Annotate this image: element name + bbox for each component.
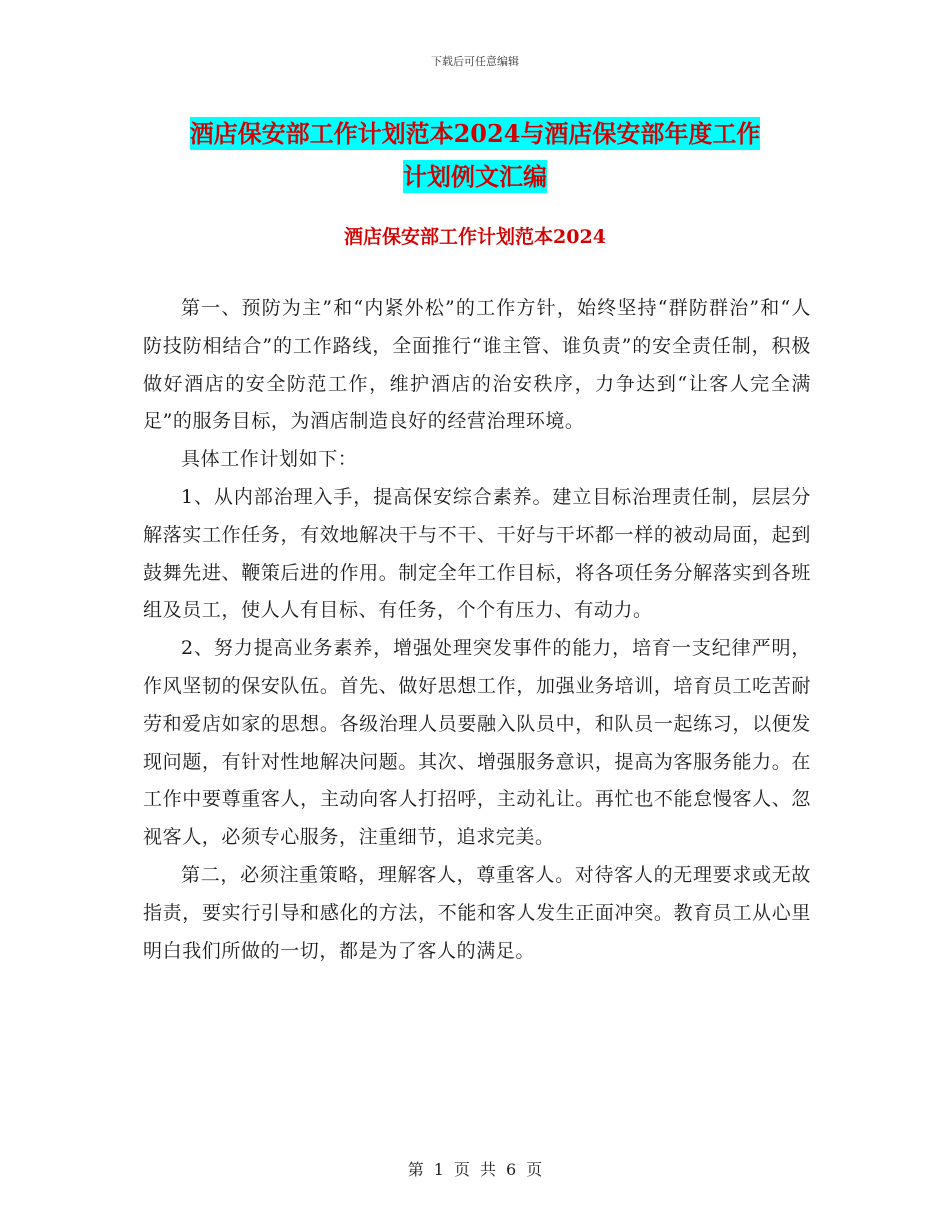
footer-label-page-unit: 页: [453, 1160, 470, 1179]
footer-label-total: 共: [480, 1160, 497, 1179]
title-line-1: 酒店保安部工作计划范本2024与酒店保安部年度工作: [189, 119, 761, 148]
body-text: [143, 290, 811, 970]
header-note: 下载后可任意编辑: [431, 55, 519, 68]
paragraph: 具体工作计划如下：: [181, 448, 358, 471]
paragraph: 1、从内部治理入手，提高保安综合素养。建立目标治理责任制，层层分解落实工作任务，有效地解决干与不干、干好与干坏都一样的被动局面，起到鼓舞先进、鞭策后进的作用。制定全年工作目标，将各项任务分解落实到各班组及员工，使人人有目标、有任务，个个有压力、有动力。: [143, 485, 811, 622]
document-title: [0, 112, 950, 198]
footer-label-total-unit: 页: [526, 1160, 543, 1179]
paragraph: 2、努力提高业务素养，增强处理突发事件的能力，培育一支纪律严明，作风坚韧的保安队伍。首先、做好思想工作，加强业务培训，培育员工吃苦耐劳和爱店如家的思想。各级治理人员要融入队员中，和队员一起练习，以便发现问题，有针对性地解决问题。其次、增强服务意识，提高为客服务能力。在工作中要尊重客人，主动向客人打招呼，主动礼让。再忙也不能怠慢客人、忽视客人，必须专心服务，注重细节，追求完美。: [143, 637, 811, 849]
total-pages: 6: [506, 1160, 517, 1179]
section-title: 酒店保安部工作计划范本2024: [344, 226, 606, 248]
paragraph: 第二，必须注重策略，理解客人，尊重客人。对待客人的无理要求或无故指责，要实行引导和感化的方法，不能和客人发生正面冲突。教育员工从心里明白我们所做的一切，都是为了客人的满足。: [143, 863, 811, 962]
title-line-2: 计划例文汇编: [403, 162, 547, 191]
footer-label-page: 第: [407, 1160, 424, 1179]
page-footer: [0, 1157, 950, 1180]
paragraph: 第一、预防为主”和“内紧外松”的工作方针，始终坚持“群防群治”和“人防技防相结合”的工作路线，全面推行“谁主管、谁负责”的安全责任制，积极做好酒店的安全防范工作，维护酒店的治安秩序，力争达到“让客人完全满足”的服务目标，为酒店制造良好的经营治理环境。: [143, 297, 811, 433]
page-number: 1: [433, 1160, 444, 1179]
